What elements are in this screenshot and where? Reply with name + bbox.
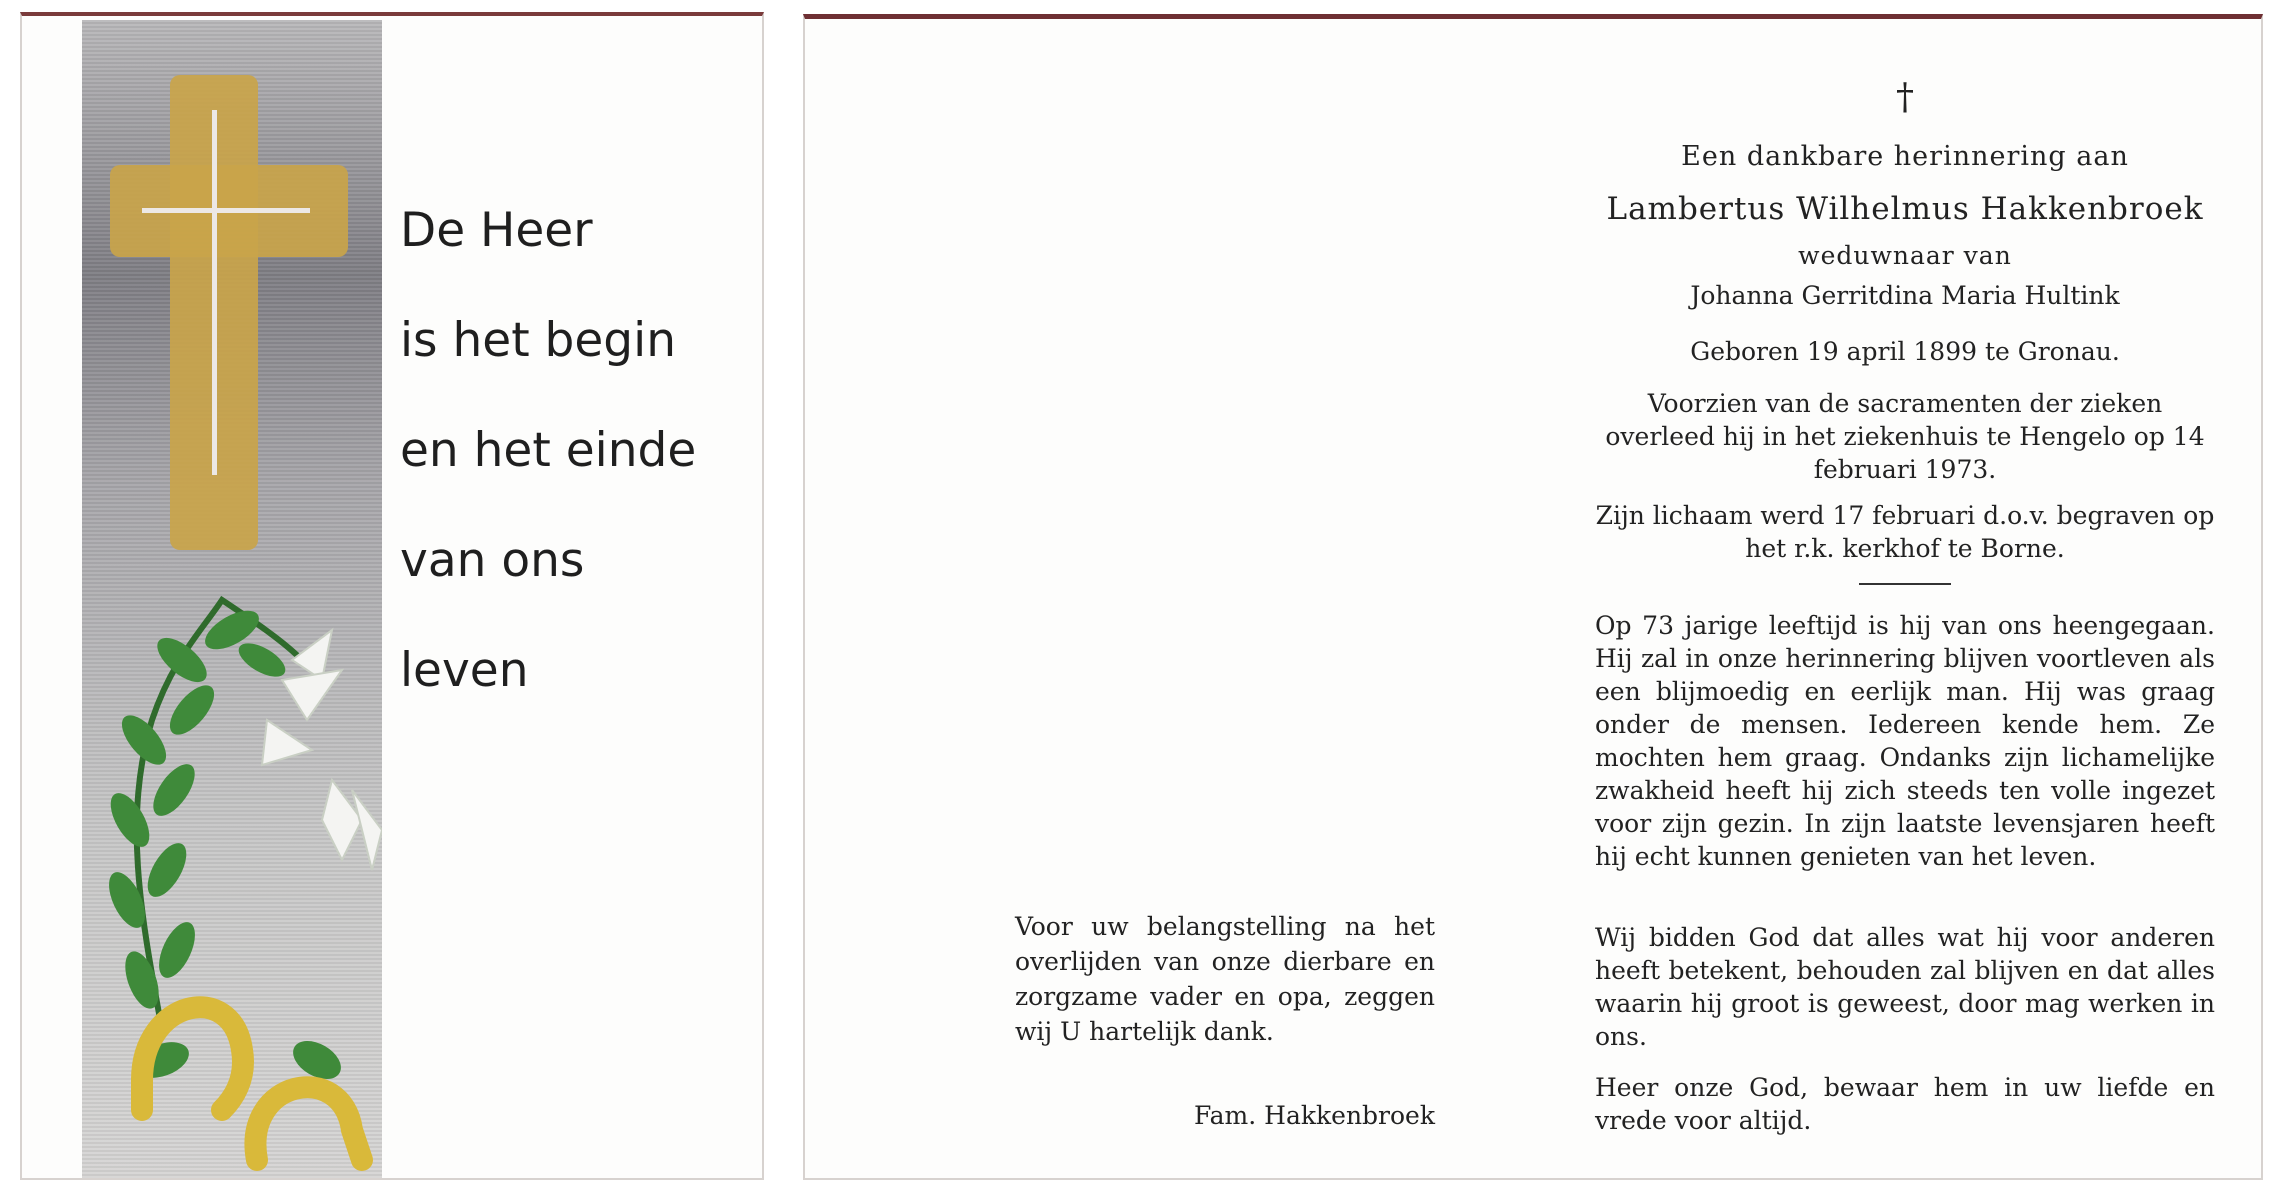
tribute-paragraph: Op 73 jarige leeftijd is hij van ons heengegaan. Hij zal in onze herinnering blijven voortleven als een blijmoedig en eerlijk man. Hij was graag onder de mensen. Iedereen kende hem. Ze mochten hem graag. Ondanks zijn lichamelijke zwakheid heeft hij zich steeds ten volle ingezet voor zijn gezin. In zijn laatste levensjaren heeft hij echt kunnen genieten van het leven. (1595, 611, 2215, 871)
cross-icon: † (1896, 77, 1914, 118)
deceased-name: Lambertus Wilhelmus Hakkenbroek (1606, 191, 2204, 227)
verse-line: is het begin (400, 313, 676, 368)
prayer-paragraph: Wij bidden God dat alles wat hij voor anderen heeft betekent, behouden zal blijven en dat alles waarin hij groot is geweest, door mag werken in ons. (1595, 923, 2215, 1051)
verse-line: van ons (400, 533, 585, 588)
closing-paragraph: Heer onze God, bewaar hem in uw liefde en vrede voor altijd. (1595, 1073, 2215, 1135)
verse-line: leven (400, 643, 529, 698)
gold-cross-icon (110, 75, 348, 550)
verse-block (400, 201, 760, 751)
widower-label: weduwnaar van (1798, 241, 2012, 270)
alpha-omega-icon (142, 1007, 362, 1160)
verse-line: en het einde (400, 423, 697, 478)
burial-details: Zijn lichaam werd 17 februari d.o.v. begraven op het r.k. kerkhof te Borne. (1595, 501, 2215, 563)
verse-line: De Heer (400, 203, 593, 258)
spouse-name: Johanna Gerritdina Maria Hultink (1690, 281, 2120, 310)
divider-rule (1595, 583, 2215, 585)
religious-artwork (82, 20, 382, 1178)
birth-details: Geboren 19 april 1899 te Gronau. (1690, 337, 2120, 366)
front-card (20, 12, 764, 1180)
death-details: Voorzien van de sacramenten der zieken overleed hij in het ziekenhuis te Hengelo op 14 februari 1973. (1605, 389, 2205, 484)
family-signature: Fam. Hakkenbroek (1193, 1101, 1435, 1130)
inside-card (803, 14, 2263, 1180)
thanks-text: Voor uw belangstelling na het overlijden van onze dierbare en zorgzame vader en opa, zeggen wij U hartelijk dank. (1015, 912, 1435, 1046)
artwork-svg (82, 20, 382, 1178)
notice-heading: Een dankbare herinnering aan (1681, 141, 2129, 172)
